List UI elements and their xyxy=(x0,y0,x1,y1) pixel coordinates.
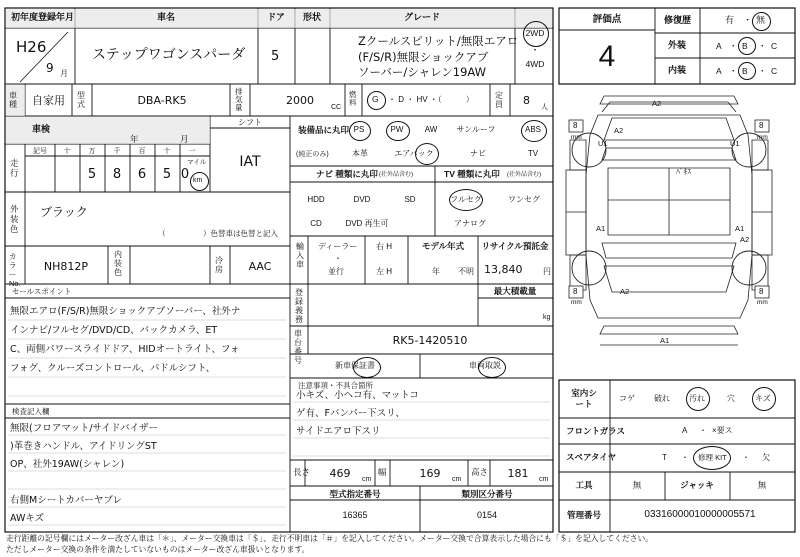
length-label: 長さ xyxy=(293,467,311,477)
mileage-mark-label: 記号 xyxy=(33,148,47,155)
footer-line-1: 走行距離の記号欄にはメーター改ざん車は「＊」、メーター交換車は「＄」、走行不明車は「＃」を記入してください。メーター交換で合算表示した場合にも「＄」を記入してください。 xyxy=(6,534,654,543)
digit-header-5: 十 xyxy=(163,148,171,155)
inspector-line-1: 無限(フロアマット/サイドバイザー xyxy=(10,423,159,434)
ac-value: AAC xyxy=(248,260,272,273)
damage-a1-bottom: A1 xyxy=(660,336,670,345)
interior-dot-1: ・ xyxy=(729,66,738,76)
management-label: 管理番号 xyxy=(566,510,602,520)
width-label: 幅 xyxy=(378,467,387,477)
color-label: 外装色 xyxy=(10,204,19,234)
model-year-unit: 年 xyxy=(432,267,440,276)
navi-label: ナビ 種類に丸印 xyxy=(316,169,378,179)
equip-sunroof: サンルーフ xyxy=(456,125,496,134)
windshield-label: フロントガラス xyxy=(566,426,625,436)
model-name-label: 車名 xyxy=(156,12,176,22)
first-reg-month-unit: 月 xyxy=(60,69,68,78)
mileage-digit-5: 5 xyxy=(162,167,172,182)
tread-rr-unit: mm xyxy=(757,299,768,306)
fuel-label: 燃料 xyxy=(349,90,357,107)
repair-label: 修復歴 xyxy=(664,15,692,25)
tv-analog: アナログ xyxy=(454,219,486,228)
damage-a2-top: A2 xyxy=(652,99,662,108)
sheet-burn: コゲ xyxy=(619,394,635,403)
inspector-line-5: 右側Mシートカバーヤブレ xyxy=(10,495,123,506)
sheet-hole: 穴 xyxy=(727,394,735,403)
sheet-tear: 破れ xyxy=(654,394,670,403)
door-count: 5 xyxy=(271,49,280,64)
grade-label: グレード xyxy=(403,12,441,22)
inspector-label: 検査記入欄 xyxy=(12,407,50,416)
navi-hdd: HDD xyxy=(307,195,325,204)
import-dot: ・ xyxy=(334,254,342,263)
length-unit: cm xyxy=(362,476,372,483)
damage-u1-left: U1 xyxy=(598,139,608,148)
import-label: 輸入車 xyxy=(296,242,304,269)
shift-label: シフト xyxy=(238,118,262,127)
inspector-line-2: )革巻きハンドル、アイドリングST xyxy=(10,441,157,452)
navi-dvd-play: DVD 再生可 xyxy=(345,219,389,228)
equip-pw: PW xyxy=(390,125,404,134)
damage-note: ﾊﾟｷｽ xyxy=(676,167,691,176)
tread-fl: 8 xyxy=(573,121,578,130)
repair-yes: 有 xyxy=(725,15,735,25)
exterior-dot-2: ・ xyxy=(758,41,767,51)
interior-a: A xyxy=(716,66,722,76)
width-unit: cm xyxy=(452,476,462,483)
import-dealer: ディーラー xyxy=(318,242,358,251)
interior-dot-2: ・ xyxy=(758,66,767,76)
navi-sub: (社外品含む) xyxy=(379,172,413,178)
spare-tire-t: T xyxy=(662,453,667,462)
mileage-digit-4: 6 xyxy=(137,167,147,182)
digit-header-4: 百 xyxy=(138,148,146,155)
tread-fl-unit: mm xyxy=(571,134,582,141)
equip-tv: TV xyxy=(527,149,539,158)
navi-sd: SD xyxy=(404,195,416,204)
usage-value: 自家用 xyxy=(32,94,65,107)
height-value: 181 xyxy=(507,467,529,480)
model-year-unknown: 不明 xyxy=(458,267,474,276)
tread-rl: 8 xyxy=(573,287,578,296)
interior-sheet-label: 室内シート xyxy=(571,388,597,409)
new-car-warranty: 新車保証書 xyxy=(335,361,375,370)
inspection-month-unit: 月 xyxy=(180,134,189,144)
notes-line-2: ゲ有、Fバンパー下スリ、 xyxy=(296,408,405,419)
disp-value: 2000 xyxy=(286,94,314,107)
interior-c: C xyxy=(771,66,778,76)
model-name: ステップワゴンスパーダ xyxy=(92,47,246,63)
damage-a1-right: A1 xyxy=(735,224,745,233)
equip-navi: ナビ xyxy=(470,149,486,158)
drive-dot: ・ xyxy=(530,45,540,55)
sheet-stain: 汚れ xyxy=(689,394,705,403)
shift-value: IAT xyxy=(239,154,261,170)
damage-a1-left: A1 xyxy=(596,224,606,233)
type-label: 型式 xyxy=(77,91,85,109)
tools-value: 無 xyxy=(632,480,642,490)
sales-line-1: 無限エアロ(F/S/R)無限ショックアブソーバー、社外ナ xyxy=(10,306,241,317)
fuel-g: G xyxy=(372,94,379,104)
score-value: 4 xyxy=(598,40,616,73)
first-reg-month: 9 xyxy=(46,61,54,75)
jack-label: ジャッキ xyxy=(680,480,714,490)
width-value: 169 xyxy=(419,467,441,480)
capacity-unit: 人 xyxy=(541,104,548,111)
max-load-unit: kg xyxy=(543,314,551,321)
mileage-unit-km: km xyxy=(193,177,203,184)
spare-tire-kit: 修理 KIT xyxy=(698,453,727,462)
recycle-value: 13,840 xyxy=(484,263,523,276)
model-designation-label: 型式指定番号 xyxy=(329,489,381,499)
exterior-label: 外装 xyxy=(668,40,687,50)
windshield-a: A xyxy=(682,426,688,435)
repair-no: 無 xyxy=(756,15,766,25)
import-left-h: 左 H xyxy=(376,267,392,276)
tv-label: TV 種類に丸印 xyxy=(444,169,500,179)
drive-4wd: 4WD xyxy=(525,59,545,69)
model-designation-value: 16365 xyxy=(342,510,368,520)
grade-line-3: ソーバー/シャレン19AW xyxy=(358,65,487,79)
import-parallel: 並行 xyxy=(328,267,344,276)
navi-cd: CD xyxy=(310,219,322,228)
exterior-b: B xyxy=(742,41,748,51)
damage-a2-front: A2 xyxy=(614,126,624,135)
exterior-dot-1: ・ xyxy=(729,41,738,51)
tread-rr: 8 xyxy=(759,287,764,296)
recycle-label: リサイクル預託金 xyxy=(481,241,549,251)
digit-header-3: 千 xyxy=(113,148,121,155)
inspector-line-3: OP、社外19AW(シャレン) xyxy=(10,459,125,470)
chassis-label: 車台番号 xyxy=(294,329,302,365)
door-label: ドア xyxy=(267,12,285,22)
inspector-line-6: AWキズ xyxy=(10,513,45,524)
inspection-label: 車検 xyxy=(32,124,51,134)
grade-line-1: Zクールスピリット/無限エアロ xyxy=(358,34,519,48)
mileage-digit-6: 0 xyxy=(180,167,190,182)
length-value: 469 xyxy=(329,467,351,480)
sheet-scratch: キズ xyxy=(755,394,771,403)
equip-airbag: エアバック xyxy=(394,149,434,158)
sales-line-4: フォグ、クルーズコントロール、パドルシフト、 xyxy=(10,363,216,374)
shape-label: 形状 xyxy=(302,12,322,22)
score-label: 評価点 xyxy=(592,14,622,25)
interior-label: 内装 xyxy=(668,65,687,75)
max-load-label: 最大積載量 xyxy=(493,286,537,296)
tv-sub: (社外品含む) xyxy=(507,172,541,178)
chassis-value: RK5-1420510 xyxy=(392,334,468,347)
category-label: 類別区分番号 xyxy=(461,489,513,499)
mileage-digit-2: 5 xyxy=(87,167,97,182)
notes-label: 注意事項・不具合箇所 xyxy=(298,381,373,390)
equip-abs: ABS xyxy=(524,125,542,134)
tread-rl-unit: mm xyxy=(571,299,582,306)
capacity-label: 定員 xyxy=(495,91,503,109)
spare-tire-dot-1: ・ xyxy=(681,453,689,462)
height-unit: cm xyxy=(539,476,549,483)
grade-line-2: (F/S/R)無限ショックアブ xyxy=(358,50,489,64)
drive-2wd: 2WD xyxy=(525,28,545,38)
usage-label: 車種 xyxy=(9,91,17,109)
interior-color-label: 内装色 xyxy=(114,250,122,277)
fuel-options: ・ D ・ HV ・（ ） xyxy=(388,95,474,104)
mileage-digit-3: 8 xyxy=(112,167,122,182)
disp-unit: CC xyxy=(331,104,342,111)
repair-dot: ・ xyxy=(743,15,753,25)
footer-line-2: ただしメーター交換の条件を満たしていないものはメーター改ざん車扱いとなります。 xyxy=(6,545,310,554)
jack-value: 無 xyxy=(757,480,767,490)
first-reg-era: H26 xyxy=(16,38,47,56)
management-value: 03316000010000005571 xyxy=(644,509,756,520)
windshield-x: ×要ス xyxy=(712,426,733,435)
damage-a2-rear: A2 xyxy=(620,287,630,296)
interior-b: B xyxy=(742,66,748,76)
category-value: 0154 xyxy=(476,510,498,520)
import-right-h: 右 H xyxy=(376,242,392,251)
equip-aw: AW xyxy=(424,125,438,134)
navi-dvd: DVD xyxy=(353,195,371,204)
notes-line-3: サイドエアロ下スリ xyxy=(296,426,381,437)
registration-label: 登録義務 xyxy=(295,288,303,324)
color-value: ブラック xyxy=(40,205,88,219)
mileage-label: 走行 xyxy=(10,158,19,178)
color-note: （ ）色替車は色替と記入 xyxy=(158,229,278,238)
sales-line-2: インナビ/フルセグ/DVD/CD、バックカメラ、ET xyxy=(10,325,218,336)
color-no-label: カラーNo. xyxy=(9,252,21,288)
inspection-year-unit: 年 xyxy=(130,134,139,144)
capacity-value: 8 xyxy=(523,94,530,107)
color-no-value: NH812P xyxy=(43,260,89,273)
equipment-sub-label: (純正のみ) xyxy=(296,151,329,158)
model-year-label: モデル年式 xyxy=(421,241,465,251)
digit-header-2: 万 xyxy=(88,148,96,155)
tread-fr-unit: mm xyxy=(757,134,768,141)
height-label: 高さ xyxy=(471,467,489,477)
notes-line-1: 小キズ、小ヘコ有、マットコ xyxy=(296,390,419,401)
tv-fullseg: フルセグ xyxy=(450,195,482,204)
tools-label: 工具 xyxy=(575,480,593,490)
equip-leather: 本革 xyxy=(352,149,368,158)
digit-header-1: 十 xyxy=(63,148,71,155)
sales-points-label: セールスポイント xyxy=(12,287,72,296)
mileage-unit-mile: マイル xyxy=(187,159,207,166)
disp-label: 排気量 xyxy=(235,87,243,112)
type-value: DBA-RK5 xyxy=(137,94,187,107)
equip-ps: PS xyxy=(353,125,365,134)
sales-line-3: C、両側パワースライドドア、HIDオートライト、フォ xyxy=(10,344,240,355)
tread-fr: 8 xyxy=(759,121,764,130)
damage-u1-right: U1 xyxy=(730,139,740,148)
ac-label: 冷房 xyxy=(215,256,223,274)
spare-tire-label: スペアタイヤ xyxy=(566,452,617,462)
exterior-a: A xyxy=(716,41,722,51)
manual: 車両取説 xyxy=(469,361,501,370)
tv-oneseg: ワンセグ xyxy=(508,195,540,204)
equipment-label: 装備品に丸印 xyxy=(298,125,350,135)
spare-tire-dot-2: ・ xyxy=(742,453,750,462)
damage-a2-mid: A2 xyxy=(740,235,750,244)
recycle-unit: 円 xyxy=(543,267,551,276)
exterior-c: C xyxy=(771,41,778,51)
first-reg-label: 初年度登録年月 xyxy=(11,12,75,22)
digit-header-6: 一 xyxy=(188,148,196,155)
windshield-dot: ・ xyxy=(699,426,707,435)
spare-tire-missing: 欠 xyxy=(762,453,770,462)
